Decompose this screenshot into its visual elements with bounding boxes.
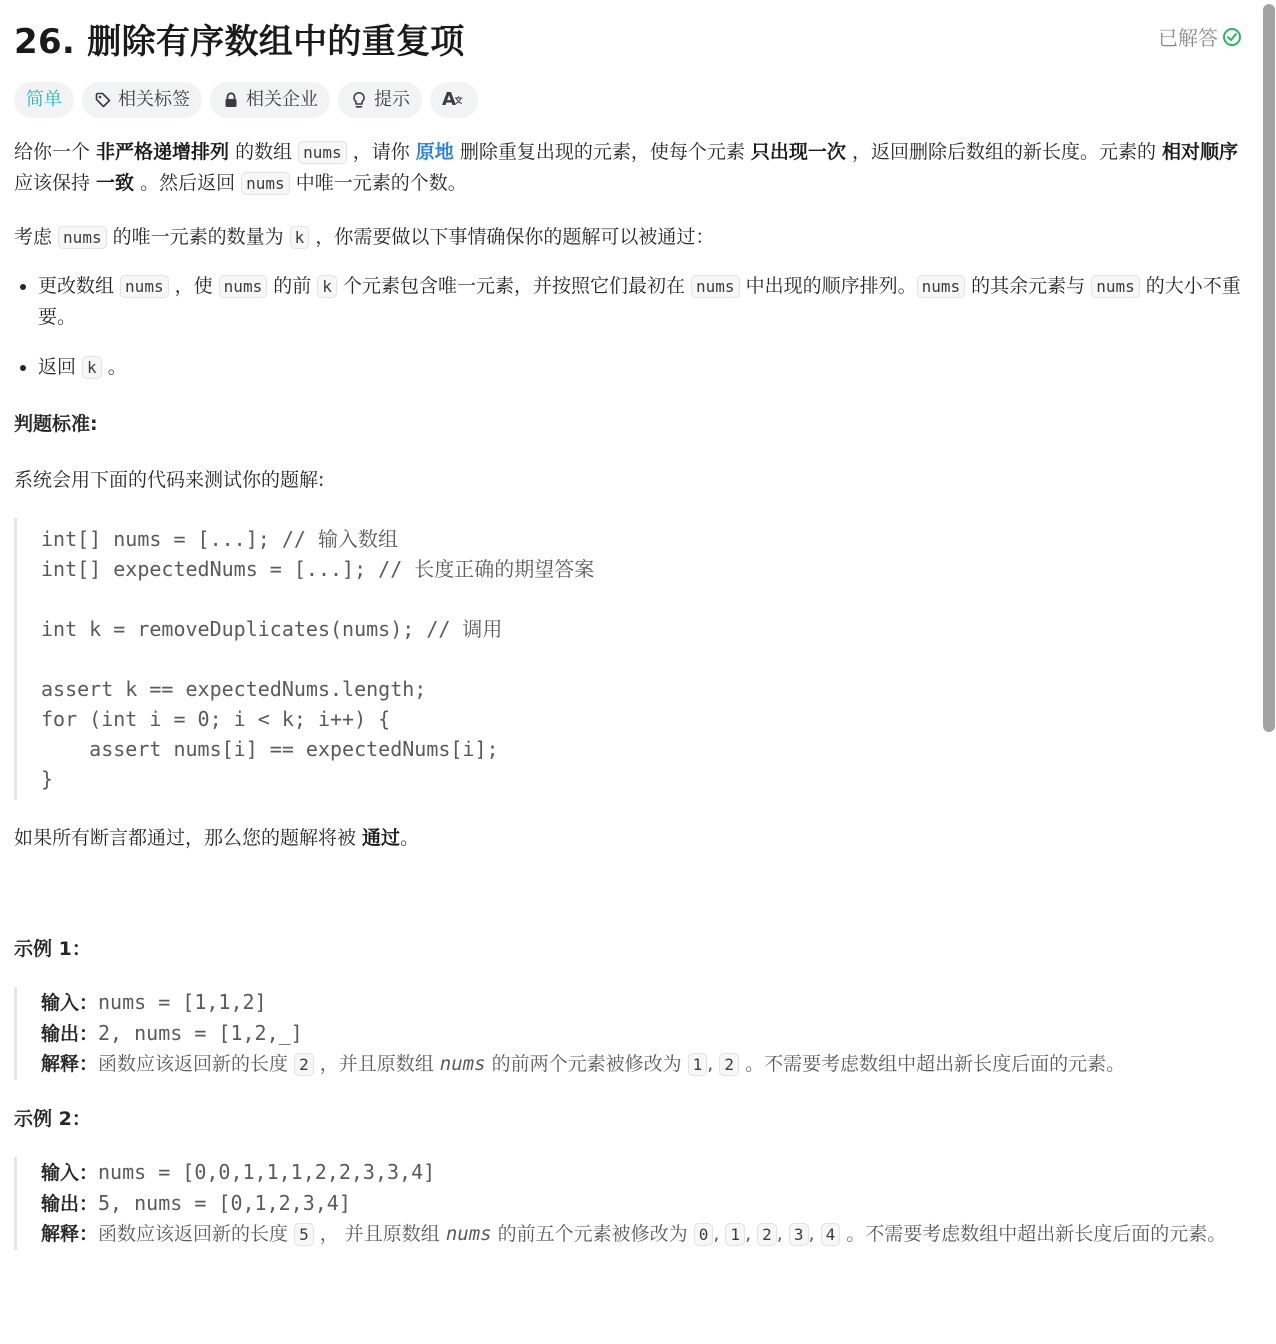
- inline-code: 4: [821, 1223, 841, 1246]
- example-output: 输出：5, nums = [0,1,2,3,4]: [41, 1191, 351, 1215]
- example-1-title: 示例 1：: [14, 938, 91, 960]
- inline-code: k: [82, 356, 102, 379]
- problem-description: [14, 0, 1242, 1250]
- example-input: 输入：nums = [1,1,2]: [41, 990, 267, 1014]
- inline-code: 1: [725, 1223, 745, 1246]
- requirement-list: [14, 271, 1242, 383]
- solved-label: 已解答: [1158, 26, 1218, 50]
- inline-code: 2: [294, 1053, 314, 1076]
- translate-icon: A: [442, 89, 456, 110]
- scrollbar-thumb[interactable]: [1263, 4, 1275, 732]
- scrollbar[interactable]: [1256, 0, 1276, 1344]
- hint-button[interactable]: [338, 82, 422, 118]
- related-companies-label: 相关企业: [246, 89, 318, 110]
- tag-bar: [14, 82, 1242, 118]
- inline-code: nums: [917, 275, 966, 298]
- inline-code: k: [290, 226, 310, 249]
- inline-code: nums: [241, 172, 290, 195]
- example-explanation: 解释：函数应该返回新的长度 2 ，并且原数组 nums 的前两个元素被修改为 1 , 2 。不需要考虑数组中超出新长度后面的元素。: [41, 1053, 1126, 1075]
- translate-glyph-icon: [454, 93, 466, 107]
- in-place-link[interactable]: 原地: [415, 141, 454, 163]
- list-item: • 更改数组 nums ，使 nums 的前 k 个元素包含唯一元素，并按照它们最初在 nums 中出现的顺序排列。 nums 的其余元素与 nums 的大小不重要。: [38, 271, 1242, 333]
- lightbulb-icon: [350, 91, 368, 109]
- judge-paragraph: 系统会用下面的代码来测试你的题解:: [14, 469, 325, 491]
- inline-code: nums: [691, 275, 740, 298]
- inline-code: nums: [120, 275, 169, 298]
- example-output: 输出：2, nums = [1,2,_]: [41, 1021, 303, 1045]
- translate-button[interactable]: [430, 82, 478, 118]
- related-tags-label: 相关标签: [118, 89, 190, 110]
- judge-heading: 判题标准:: [14, 413, 98, 435]
- inline-code: k: [317, 275, 337, 298]
- lock-icon: [222, 91, 240, 109]
- inline-code: nums: [298, 141, 347, 164]
- check-circle-icon: [1222, 27, 1242, 47]
- difficulty-badge[interactable]: 简单: [14, 82, 74, 118]
- example-2: [14, 1157, 1242, 1250]
- example-1: [14, 987, 1242, 1080]
- inline-code: nums: [219, 275, 268, 298]
- related-tags-button[interactable]: [82, 82, 202, 118]
- example-explanation: 解释：函数应该返回新的长度 5 ， 并且原数组 nums 的前五个元素被修改为 0 , 1 , 2 , 3 , 4 。不需要考虑数组中超出新长度后面的元素。: [41, 1223, 1227, 1245]
- description-paragraph: 给你一个 非严格递增排列 的数组 nums ，请你 原地 删除重复出现的元素，使每个元素 只出现一次 ，返回删除后数组的新长度。元素的 相对顺序 应该保持 一致 。然后返回 nums 中唯一元素的个数。: [14, 141, 1239, 194]
- code-block: int[] nums = [...]; // 输入数组 int[] expectedNums = [...]; // 长度正确的期望答案 int k = removeDuplicates(nums); // 调用 assert k == expectedNums.length; for (int i = 0; i < k; i++) { assert nums[i] == expectedNums[i]; }: [14, 518, 1242, 800]
- inline-code: 5: [294, 1223, 314, 1246]
- inline-code: 1: [688, 1053, 708, 1076]
- inline-code: 2: [757, 1223, 777, 1246]
- inline-code: 0: [694, 1223, 714, 1246]
- inline-code: nums: [1091, 275, 1140, 298]
- hint-label: 提示: [374, 89, 410, 110]
- list-item: • 返回 k 。: [38, 352, 1242, 383]
- example-2-title: 示例 2：: [14, 1108, 91, 1130]
- inline-code: nums: [58, 226, 107, 249]
- problem-title[interactable]: 26. 删除有序数组中的重复项: [14, 22, 465, 62]
- pass-paragraph: 如果所有断言都通过，那么您的题解将被 通过。: [14, 827, 420, 849]
- tag-icon: [94, 91, 112, 109]
- title-row: [14, 0, 1242, 72]
- solved-status: [1158, 22, 1242, 51]
- related-companies-button[interactable]: [210, 82, 330, 118]
- inline-code: 3: [789, 1223, 809, 1246]
- example-input: 输入：nums = [0,0,1,1,1,2,2,3,3,4]: [41, 1160, 436, 1184]
- inline-code: 2: [719, 1053, 739, 1076]
- requirement-paragraph: 考虑 nums 的唯一元素的数量为 k ，你需要做以下事情确保你的题解可以被通过：: [14, 226, 715, 248]
